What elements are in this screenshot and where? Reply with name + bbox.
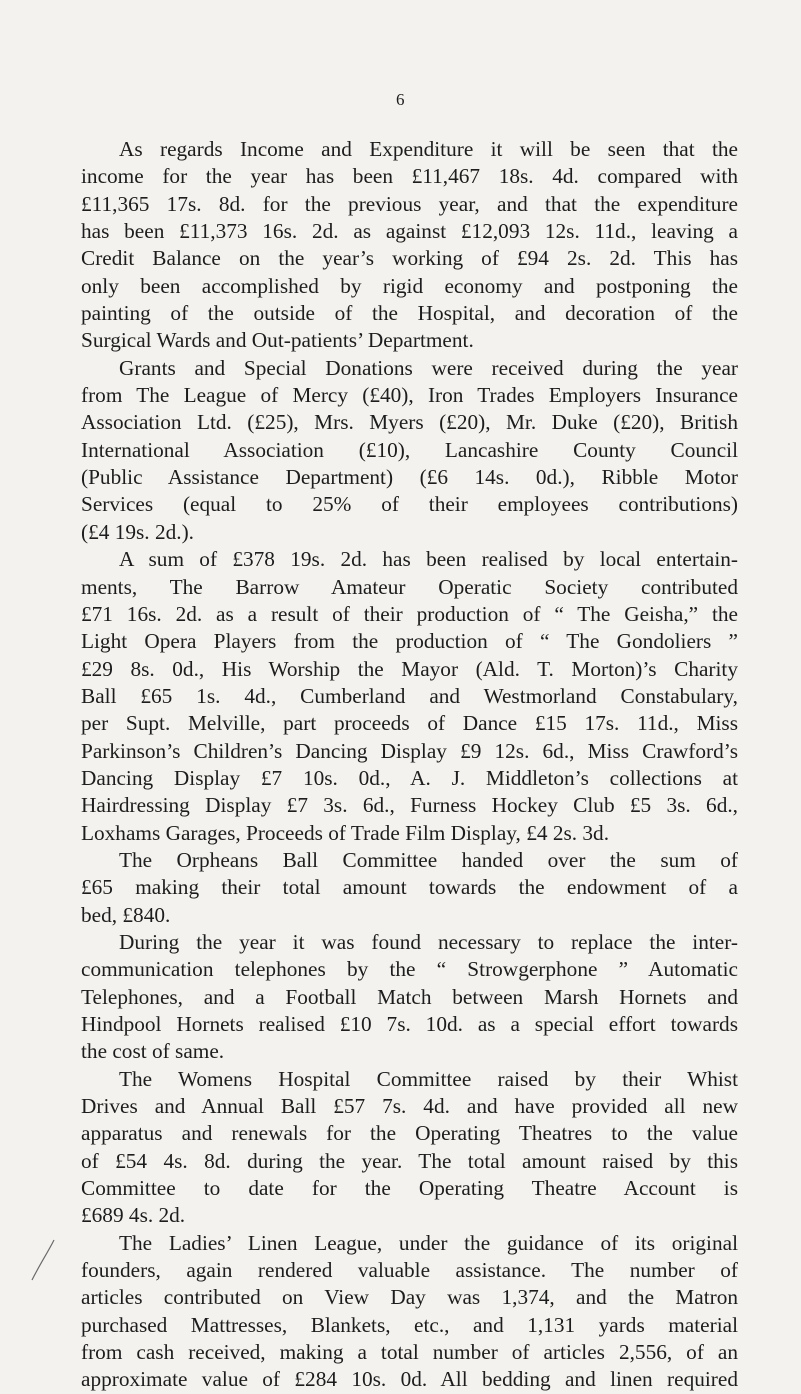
text-line: apparatus and renewals for the Operating Theatres to the value [81,1121,738,1146]
text-line: Telephones, and a Football Match between Marsh Hornets and [81,984,738,1009]
text-line: International Association (£10), Lancashire County Council [81,437,738,462]
text-line: approximate value of £284 10s. 0d. All bedding and linen required [81,1367,738,1392]
text-line: Drives and Annual Ball £57 7s. 4d. and have provided all new [81,1094,738,1119]
text-line: Ball £65 1s. 4d., Cumberland and Westmorland Constabulary, [81,683,738,708]
text-line: During the year it was found necessary to replace the inter- [119,929,738,954]
text-line: communication telephones by the “ Strowgerphone ” Automatic [81,957,738,982]
paragraph-womens-committee [81,1066,738,1230]
text-line: Hairdressing Display £7 3s. 6d., Furness Hockey Club £5 3s. 6d., [81,793,738,818]
text-line: The Orpheans Ball Committee handed over the sum of [119,847,738,872]
text-line: Hindpool Hornets realised £10 7s. 10d. as a special effort towards [81,1012,738,1036]
text-line: £71 16s. 2d. as a result of their production of “ The Geisha,” the [81,601,738,626]
text-line: per Supt. Melville, part proceeds of Dance £15 17s. 11d., Miss [81,711,738,736]
text-line: bed, £840. [81,902,171,927]
text-line: has been £11,373 16s. 2d. as against £12,093 12s. 11d., leaving a [81,219,738,244]
text-line: As regards Income and Expenditure it will be seen that the [119,137,738,161]
text-line: £689 4s. 2d. [81,1203,186,1228]
text-line: the cost of same. [81,1039,225,1064]
text-line: Committee to date for the Operating Theatre Account is [81,1176,738,1201]
text-line: (£4 19s. 2d.). [81,519,194,544]
text-line: A sum of £378 19s. 2d. has been realised by local entertain- [119,547,738,572]
text-line: £65 making their total amount towards the endowment of a [81,875,738,900]
paragraph-entertainments [81,546,738,847]
text-line: of £54 4s. 8d. during the year. The total amount raised by this [81,1148,738,1173]
paragraph-telephones [81,929,738,1066]
text-line: only been accomplished by rigid economy and postponing the [81,273,738,298]
text-line: Association Ltd. (£25), Mrs. Myers (£20), Mr. Duke (£20), British [81,410,738,435]
text-line: The Womens Hospital Committee raised by their Whist [119,1066,738,1091]
text-line: Surgical Wards and Out-patients’ Department. [81,328,474,353]
paragraph-linen-league [81,1230,738,1394]
text-line: from The League of Mercy (£40), Iron Trades Employers Insurance [81,383,738,408]
margin-pen-mark [28,1238,58,1282]
text-line: £11,365 17s. 8d. for the previous year, and that the expenditure [81,191,738,216]
text-line: from cash received, making a total number of articles 2,556, of an [81,1340,738,1365]
text-line: Services (equal to 25% of their employees contributions) [81,492,738,517]
text-line: Light Opera Players from the production of “ The Gondoliers ” [81,629,738,654]
paragraph-orpheans-ball [81,847,738,929]
text-line: Dancing Display £7 10s. 0d., A. J. Middleton’s collections at [81,765,738,790]
text-line: purchased Mattresses, Blankets, etc., and 1,131 yards material [81,1312,738,1337]
page-number: 6 [396,90,405,109]
text-line: articles contributed on View Day was 1,374, and the Matron [81,1285,738,1310]
text-line: ments, The Barrow Amateur Operatic Society contributed [81,574,738,599]
paragraph-income-expenditure [81,136,738,355]
text-line: Parkinson’s Children’s Dancing Display £9 12s. 6d., Miss Crawford’s [81,738,738,763]
text-line: income for the year has been £11,467 18s. 4d. compared with [81,164,738,189]
text-line: Loxhams Garages, Proceeds of Trade Film Display, £4 2s. 3d. [81,820,610,845]
text-line: The Ladies’ Linen League, under the guidance of its original [119,1230,738,1255]
text-line: £29 8s. 0d., His Worship the Mayor (Ald. T. Morton)’s Charity [81,656,738,681]
paragraph-grants-donations [81,355,738,546]
text-line: founders, again rendered valuable assistance. The number of [81,1258,738,1283]
text-line: Grants and Special Donations were received during the year [119,355,738,380]
body-text [81,136,738,1394]
text-line: painting of the outside of the Hospital, and decoration of the [81,301,738,326]
text-line: (Public Assistance Department) (£6 14s. 0d.), Ribble Motor [81,465,738,490]
text-line: Credit Balance on the year’s working of £94 2s. 2d. This has [81,246,738,271]
